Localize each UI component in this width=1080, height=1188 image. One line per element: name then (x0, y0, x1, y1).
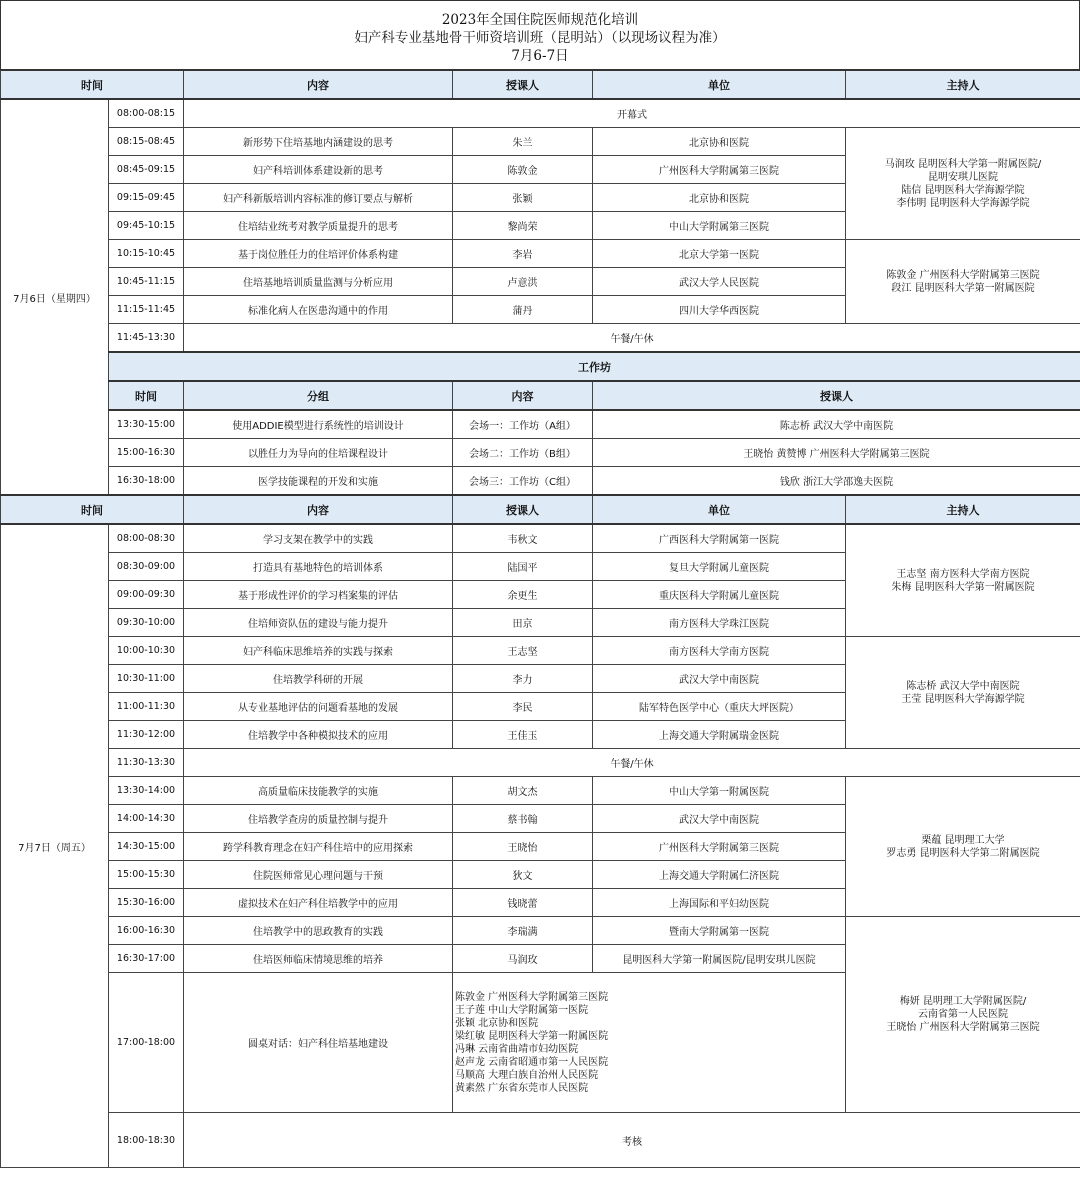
day2-date: 7月7日（周五） (1, 524, 109, 1168)
session-topic: 住培结业统考对教学质量提升的思考 (184, 212, 453, 240)
session-speaker: 狄文 (453, 861, 593, 889)
session-speaker: 李力 (453, 665, 593, 693)
document-title (0, 0, 1080, 69)
host-cell: 梅妍 昆明理工大学附属医院/ 云南省第一人民医院 王晓怡 广州医科大学附属第三医院 (846, 917, 1080, 1113)
session-topic: 住院医师常见心理问题与干预 (184, 861, 453, 889)
session-time: 13:30-14:00 (109, 777, 184, 805)
session-time: 08:45-09:15 (109, 156, 184, 184)
session-unit: 北京大学第一医院 (593, 240, 846, 268)
session-speaker: 朱兰 (453, 128, 593, 156)
session-topic: 住培医师临床情境思维的培养 (184, 945, 453, 973)
session-topic: 跨学科教育理念在妇产科住培中的应用探索 (184, 833, 453, 861)
session-speaker: 蒲丹 (453, 296, 593, 324)
session-speaker: 蔡书翰 (453, 805, 593, 833)
session-topic: 住培基地培训质量监测与分析应用 (184, 268, 453, 296)
session-speaker: 马润玫 (453, 945, 593, 973)
session-topic: 妇产科临床思维培养的实践与探索 (184, 637, 453, 665)
session-time: 09:00-09:30 (109, 581, 184, 609)
workshop-header-row (1, 381, 1080, 410)
session-topic: 打造具有基地特色的培训体系 (184, 553, 453, 581)
exam-label: 考核 (184, 1113, 1080, 1168)
workshop-time: 16:30-18:00 (109, 467, 184, 496)
session-unit: 北京协和医院 (593, 184, 846, 212)
workshop-speaker: 陈志桥 武汉大学中南医院 (593, 410, 1080, 439)
session-topic: 高质量临床技能教学的实施 (184, 777, 453, 805)
workshop-speaker: 钱欣 浙江大学邵逸夫医院 (593, 467, 1080, 496)
session-time: 15:00-15:30 (109, 861, 184, 889)
title-line-3: 7月6-7日 (511, 48, 569, 64)
roundtable-time: 17:00-18:00 (109, 973, 184, 1113)
session-speaker: 李瑞满 (453, 917, 593, 945)
session-row (1, 240, 1080, 268)
session-topic: 住培教学科研的开展 (184, 665, 453, 693)
header-row (1, 70, 1080, 99)
lunch-label: 午餐/午休 (184, 749, 1080, 777)
header-content: 内容 (184, 495, 453, 524)
session-speaker: 李民 (453, 693, 593, 721)
session-unit: 上海交通大学附属仁济医院 (593, 861, 846, 889)
header-content: 内容 (184, 70, 453, 99)
header-speaker: 授课人 (453, 495, 593, 524)
session-unit: 广州医科大学附属第三医院 (593, 156, 846, 184)
session-speaker: 李岩 (453, 240, 593, 268)
session-speaker: 钱晓蕾 (453, 889, 593, 917)
lunch-time: 11:45-13:30 (109, 324, 184, 353)
opening-row (1, 99, 1080, 128)
lunch-time: 11:30-13:30 (109, 749, 184, 777)
session-topic: 基于形成性评价的学习档案集的评估 (184, 581, 453, 609)
session-time: 10:00-10:30 (109, 637, 184, 665)
session-topic: 基于岗位胜任力的住培评价体系构建 (184, 240, 453, 268)
session-time: 10:45-11:15 (109, 268, 184, 296)
header-host: 主持人 (846, 70, 1080, 99)
day1-date: 7月6日（星期四） (1, 99, 109, 495)
lunch-row (1, 749, 1080, 777)
session-row (1, 637, 1080, 665)
session-speaker: 陈敦金 (453, 156, 593, 184)
opening-time: 08:00-08:15 (109, 99, 184, 128)
header-row (1, 495, 1080, 524)
host-cell: 栗蕴 昆明理工大学 罗志勇 昆明医科大学第二附属医院 (846, 777, 1080, 917)
roundtable-panel: 陈敦金 广州医科大学附属第三医院 王子莲 中山大学附属第一医院 张颖 北京协和医院 梁红敏 昆明医科大学第一附属医院 冯琳 云南省曲靖市妇幼医院 赵声龙 云南省昭通市第一人民医院 马顺高 大理白族自治州人民医院 黄素然 广东省东莞市人民医院 (453, 973, 846, 1113)
session-time: 09:45-10:15 (109, 212, 184, 240)
session-topic: 住培师资队伍的建设与能力提升 (184, 609, 453, 637)
session-speaker: 陆国平 (453, 553, 593, 581)
session-time: 09:15-09:45 (109, 184, 184, 212)
session-speaker: 王晓怡 (453, 833, 593, 861)
session-unit: 陆军特色医学中心（重庆大坪医院） (593, 693, 846, 721)
session-unit: 上海交通大学附属瑞金医院 (593, 721, 846, 749)
workshop-group: 使用ADDIE模型进行系统性的培训设计 (184, 410, 453, 439)
session-topic: 标准化病人在医患沟通中的作用 (184, 296, 453, 324)
lunch-label: 午餐/午休 (184, 324, 1080, 353)
host-cell: 陈敦金 广州医科大学附属第三医院 段江 昆明医科大学第一附属医院 (846, 240, 1080, 324)
host-cell: 马润玫 昆明医科大学第一附属医院/ 昆明安琪儿医院 陆信 昆明医科大学海源学院 李伟明 昆明医科大学海源学院 (846, 128, 1080, 240)
session-topic: 住培教学中各种模拟技术的应用 (184, 721, 453, 749)
workshop-row (1, 439, 1080, 467)
session-time: 14:30-15:00 (109, 833, 184, 861)
title-line-1: 2023年全国住院医师规范化培训 (441, 12, 639, 28)
header-time: 时间 (1, 70, 184, 99)
roundtable-topic: 圆桌对话：妇产科住培基地建设 (184, 973, 453, 1113)
session-unit: 重庆医科大学附属儿童医院 (593, 581, 846, 609)
session-speaker: 胡文杰 (453, 777, 593, 805)
session-time: 08:15-08:45 (109, 128, 184, 156)
session-row (1, 128, 1080, 156)
workshop-group: 医学技能课程的开发和实施 (184, 467, 453, 496)
session-time: 15:30-16:00 (109, 889, 184, 917)
host-cell: 陈志桥 武汉大学中南医院 王莹 昆明医科大学海源学院 (846, 637, 1080, 749)
session-unit: 上海国际和平妇幼医院 (593, 889, 846, 917)
session-time: 11:00-11:30 (109, 693, 184, 721)
session-row (1, 777, 1080, 805)
workshop-content: 会场一：工作坊（A组） (453, 410, 593, 439)
session-speaker: 卢意洪 (453, 268, 593, 296)
header-unit: 单位 (593, 70, 846, 99)
workshop-header-time: 时间 (109, 381, 184, 410)
session-topic: 从专业基地评估的问题看基地的发展 (184, 693, 453, 721)
schedule-table (0, 69, 1080, 1168)
header-time: 时间 (1, 495, 184, 524)
session-time: 14:00-14:30 (109, 805, 184, 833)
session-unit: 武汉大学中南医院 (593, 665, 846, 693)
workshop-content: 会场二：工作坊（B组） (453, 439, 593, 467)
lunch-row (1, 324, 1080, 353)
session-speaker: 黎尚荣 (453, 212, 593, 240)
session-unit: 北京协和医院 (593, 128, 846, 156)
workshop-row (1, 467, 1080, 496)
session-topic: 学习支架在教学中的实践 (184, 524, 453, 553)
exam-time: 18:00-18:30 (109, 1113, 184, 1168)
session-speaker: 韦秋文 (453, 524, 593, 553)
session-time: 08:00-08:30 (109, 524, 184, 553)
session-speaker: 张颖 (453, 184, 593, 212)
session-topic: 妇产科新版培训内容标准的修订要点与解析 (184, 184, 453, 212)
session-unit: 中山大学第一附属医院 (593, 777, 846, 805)
session-speaker: 王志坚 (453, 637, 593, 665)
workshop-speaker: 王晓怡 黄赞博 广州医科大学附属第三医院 (593, 439, 1080, 467)
session-time: 16:00-16:30 (109, 917, 184, 945)
workshop-header-speaker: 授课人 (593, 381, 1080, 410)
workshop-header-content: 内容 (453, 381, 593, 410)
session-time: 08:30-09:00 (109, 553, 184, 581)
session-unit: 南方医科大学南方医院 (593, 637, 846, 665)
session-unit: 武汉大学人民医院 (593, 268, 846, 296)
host-cell: 王志坚 南方医科大学南方医院 朱梅 昆明医科大学第一附属医院 (846, 524, 1080, 637)
workshop-group: 以胜任力为导向的住培课程设计 (184, 439, 453, 467)
workshop-title: 工作坊 (109, 352, 1080, 381)
session-topic: 妇产科培训体系建设新的思考 (184, 156, 453, 184)
workshop-banner-row (1, 352, 1080, 381)
session-unit: 暨南大学附属第一医院 (593, 917, 846, 945)
session-time: 11:15-11:45 (109, 296, 184, 324)
session-unit: 广州医科大学附属第三医院 (593, 833, 846, 861)
session-unit: 昆明医科大学第一附属医院/昆明安琪儿医院 (593, 945, 846, 973)
session-unit: 南方医科大学珠江医院 (593, 609, 846, 637)
header-speaker: 授课人 (453, 70, 593, 99)
session-time: 09:30-10:00 (109, 609, 184, 637)
session-row (1, 524, 1080, 553)
header-host: 主持人 (846, 495, 1080, 524)
session-time: 10:15-10:45 (109, 240, 184, 268)
session-unit: 四川大学华西医院 (593, 296, 846, 324)
session-unit: 广西医科大学附属第一医院 (593, 524, 846, 553)
exam-row (1, 1113, 1080, 1168)
workshop-content: 会场三：工作坊（C组） (453, 467, 593, 496)
session-unit: 中山大学附属第三医院 (593, 212, 846, 240)
session-speaker: 田京 (453, 609, 593, 637)
workshop-row (1, 410, 1080, 439)
session-unit: 复旦大学附属儿童医院 (593, 553, 846, 581)
session-topic: 新形势下住培基地内涵建设的思考 (184, 128, 453, 156)
workshop-time: 15:00-16:30 (109, 439, 184, 467)
session-time: 16:30-17:00 (109, 945, 184, 973)
session-topic: 住培教学查房的质量控制与提升 (184, 805, 453, 833)
title-line-2: 妇产科专业基地骨干师资培训班（昆明站）（以现场议程为准） (354, 30, 726, 46)
session-row (1, 917, 1080, 945)
header-unit: 单位 (593, 495, 846, 524)
session-time: 11:30-12:00 (109, 721, 184, 749)
session-unit: 武汉大学中南医院 (593, 805, 846, 833)
opening-label: 开幕式 (184, 99, 1080, 128)
workshop-time: 13:30-15:00 (109, 410, 184, 439)
session-speaker: 王佳玉 (453, 721, 593, 749)
session-speaker: 余更生 (453, 581, 593, 609)
workshop-header-group: 分组 (184, 381, 453, 410)
session-time: 10:30-11:00 (109, 665, 184, 693)
session-topic: 住培教学中的思政教育的实践 (184, 917, 453, 945)
session-topic: 虚拟技术在妇产科住培教学中的应用 (184, 889, 453, 917)
